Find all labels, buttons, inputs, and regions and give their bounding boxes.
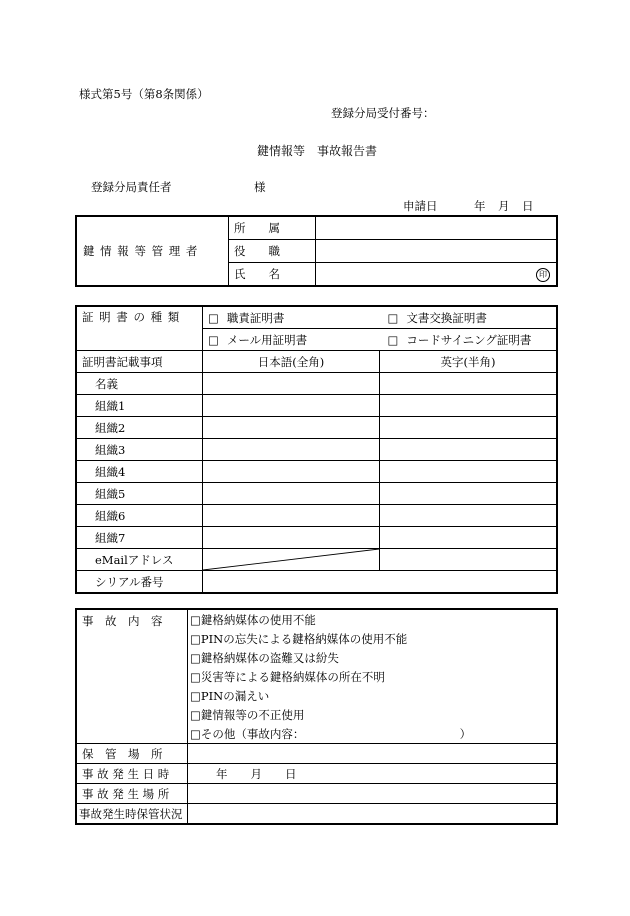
email-ja-na-cell [203,549,380,571]
cert-type-code-signing: コードサイニング証明書 [406,332,532,347]
row-label-org6: 組織6 [77,505,203,527]
cert-type-label: 証 明 書 の 種 類 [77,307,203,351]
row-label-org2: 組織2 [77,417,203,439]
cert-type-document-exchange: 文書交換証明書 [406,310,487,325]
storage-status-field[interactable] [188,804,557,824]
checkbox-icon[interactable]: □ [208,310,219,325]
column-japanese: 日本語(全角) [203,351,380,373]
org1-en-field[interactable] [380,395,557,417]
holder-ja-field[interactable] [203,373,380,395]
incident-option-misuse[interactable]: □鍵情報等の不正使用 [188,705,557,724]
incident-option-pin-leak[interactable]: □PINの漏えい [188,686,557,705]
position-field[interactable] [316,240,557,263]
row-label-org5: 組織5 [77,483,203,505]
storage-location-field[interactable] [188,744,557,764]
incident-option-disaster[interactable]: □災害等による鍵格納媒体の所在不明 [188,667,557,686]
seal-mark: 印 [536,268,550,282]
row-label-org4: 組織4 [77,461,203,483]
checkbox-icon[interactable]: □ [387,310,399,325]
row-label-org3: 組織3 [77,439,203,461]
manager-table [76,216,557,286]
org4-en-field[interactable] [380,461,557,483]
form-number: 様式第5号（第8条関係） [79,87,209,101]
org5-en-field[interactable] [380,483,557,505]
cert-type-duty: 職責証明書 [226,310,285,325]
org6-ja-field[interactable] [203,505,380,527]
email-en-field[interactable] [380,549,557,571]
incident-datetime-label: 事 故 発 生 日 時 [77,764,188,784]
certificate-table [76,306,557,593]
org4-ja-field[interactable] [203,461,380,483]
org1-ja-field[interactable] [203,395,380,417]
position-label: 役 職 [229,240,316,263]
date-year: 年 [474,199,486,213]
incident-datetime-field[interactable]: 年 月 日 [188,764,557,784]
affiliation-label: 所 属 [229,217,316,240]
incident-option-media-lost[interactable]: □鍵格納媒体の盗難又は紛失 [188,648,557,667]
org2-ja-field[interactable] [203,417,380,439]
date-month: 月 [498,199,510,213]
incident-table [76,609,557,824]
storage-location-label: 保 管 場 所 [77,744,188,764]
row-label-org1: 組織1 [77,395,203,417]
org5-ja-field[interactable] [203,483,380,505]
org7-en-field[interactable] [380,527,557,549]
org7-ja-field[interactable] [203,527,380,549]
incident-place-label: 事 故 発 生 場 所 [77,784,188,804]
row-label-org7: 組織7 [77,527,203,549]
diagonal-strike [203,549,379,570]
org2-en-field[interactable] [380,417,557,439]
checkbox-icon[interactable]: □ [387,332,399,347]
honorific: 様 [254,180,266,194]
checkbox-icon[interactable]: □ [208,332,219,347]
manager-group-label: 鍵 情 報 等 管 理 者 [77,217,229,286]
date-day: 日 [522,199,534,213]
cert-items-label: 証明書記載事項 [77,351,203,373]
application-date-label: 申請日 [403,199,438,213]
column-english: 英字(半角) [380,351,557,373]
holder-en-field[interactable] [380,373,557,395]
org3-en-field[interactable] [380,439,557,461]
affiliation-field[interactable] [316,217,557,240]
row-label-email: eMailアドレス [77,549,203,571]
document-title: 鍵情報等 事故報告書 [257,144,378,158]
incident-option-pin-forgotten[interactable]: □PINの忘失による鍵格納媒体の使用不能 [188,629,557,648]
cert-type-mail: メール用証明書 [226,332,308,347]
org3-ja-field[interactable] [203,439,380,461]
reception-number-label: 登録分局受付番号： [331,106,435,120]
row-label-holder: 名義 [77,373,203,395]
incident-place-field[interactable] [188,784,557,804]
serial-number-field[interactable] [203,571,557,593]
addressee: 登録分局責任者 [91,180,172,194]
incident-option-media-unusable[interactable]: □鍵格納媒体の使用不能 [188,610,557,630]
row-label-serial: シリアル番号 [77,571,203,593]
name-field[interactable] [316,263,557,286]
name-label: 氏 名 [229,263,316,286]
incident-option-other[interactable]: □その他（事故内容： ） [188,724,557,744]
org6-en-field[interactable] [380,505,557,527]
incident-content-label: 事 故 内 容 [77,610,188,744]
storage-status-label: 事故発生時保管状況 [77,804,188,824]
